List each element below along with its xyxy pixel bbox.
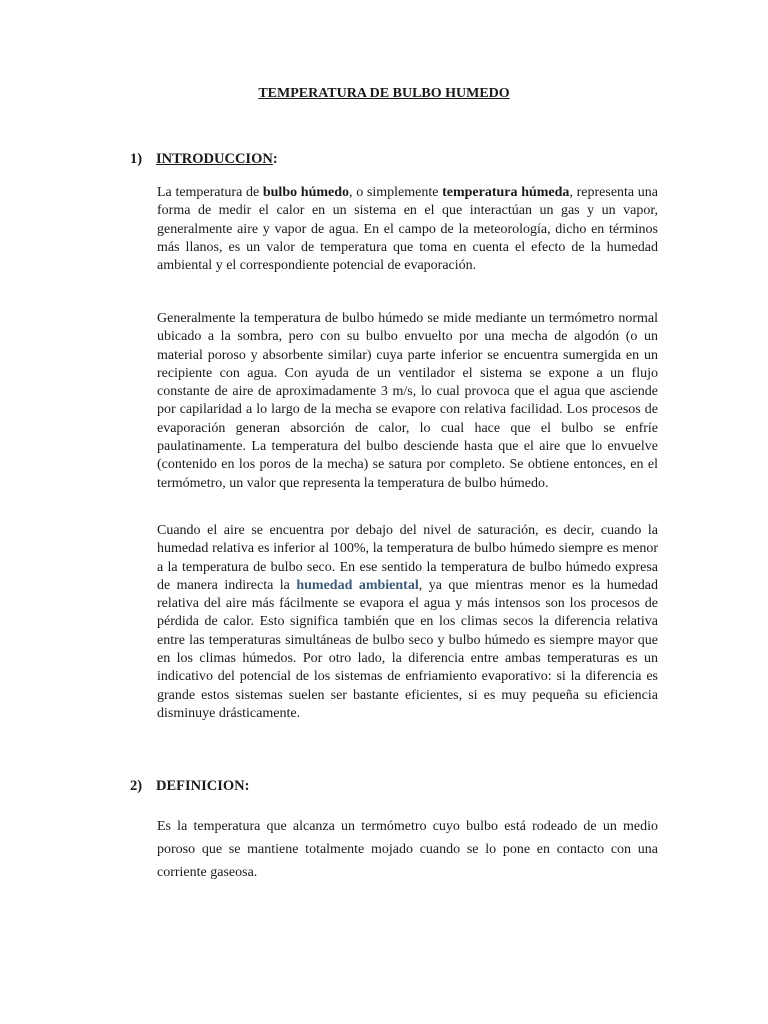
bold-term: temperatura húmeda xyxy=(442,185,570,200)
text-run: , o simplemente xyxy=(349,185,443,200)
section-heading-label: INTRODUCCION xyxy=(156,151,273,167)
section-number: 1) xyxy=(130,151,143,167)
text-run: , representa una forma de medir el calor en un sistema en el que interactúan un gas y un vapor, generalmente aire y vapor de agua. En el campo de la meteorología, dicho en términos más llanos, es un valor de temperatura que toma en cuenta el efecto de la humedad ambiental y el correspondiente potencial de evaporación. xyxy=(157,185,659,274)
text-run: La temperatura de xyxy=(157,185,263,200)
intro-paragraph-2: Generalmente la temperatura de bulbo húmedo se mide mediante un termómetro normal ubicado a la sombra, pero con su bulbo envuelto por una mecha de algodón (o un material poroso y absorbente similar) cuya parte inferior se encuentra sumergida en un recipiente con agua. Con ayuda de un ventilador el sistema se expone a un flujo constante de aire de aproximadamente 3 m/s, lo cual provoca que el agua que asciende por capilaridad a lo largo de la mecha se evapore con relativa facilidad. Los procesos de evaporación generan absorción de calor, lo cual hace que el bulbo se enfríe paulatinamente. La temperatura del bulbo desciende hasta que el aire que lo envuelve (contenido en los poros de la mecha) se satura por completo. Se obtiene entonces, en el termómetro, un valor que representa la temperatura de bulbo húmedo. xyxy=(157,311,658,491)
intro-paragraph-3 xyxy=(157,522,658,723)
text-run: Cuando el aire se encuentra por debajo del nivel de saturación, es decir, cuando la humedad relativa es inferior al 100%, la temperatura de bulbo húmedo siempre es menor a la temperatura de bulbo seco. En ese sentido la temperatura de bulbo húmedo expresa de manera indirecta la xyxy=(157,523,658,593)
document-title: TEMPERATURA DE BULBO HUMEDO xyxy=(258,86,510,101)
section-heading-colon: : xyxy=(272,151,278,167)
humedad-ambiental-link[interactable]: humedad ambiental xyxy=(296,577,419,593)
text-run: , ya que mientras menor es la humedad relativa del aire más fácilmente se evapora el agua y más intensos son los procesos de pérdida de calor. Esto significa también que en los climas secos la diferencia relativa entre las temperaturas simultáneas de bulbo seco y bulbo húmedo es siempre mayor que en los climas húmedos. Por otro lado, la diferencia entre ambas temperaturas es un indicativo del potencial de los sistemas de enfriamiento evaporativo: si la diferencia es grande estos sistemas suelen ser bastante eficientes, si es muy pequeña su eficiencia disminuye drásticamente. xyxy=(157,577,659,721)
section-heading-definicion xyxy=(130,778,249,795)
section-heading-label: DEFINICION: xyxy=(156,778,250,794)
definicion-paragraph: Es la temperatura que alcanza un termómetro cuyo bulbo está rodeado de un medio poroso que se mantiene totalmente mojado cuando se lo pone en contacto con una corriente gaseosa. xyxy=(157,819,658,880)
section-number: 2) xyxy=(130,778,143,794)
intro-paragraph-1 xyxy=(157,184,658,275)
bold-term: bulbo húmedo xyxy=(262,185,350,200)
section-heading-introduccion xyxy=(130,151,278,168)
